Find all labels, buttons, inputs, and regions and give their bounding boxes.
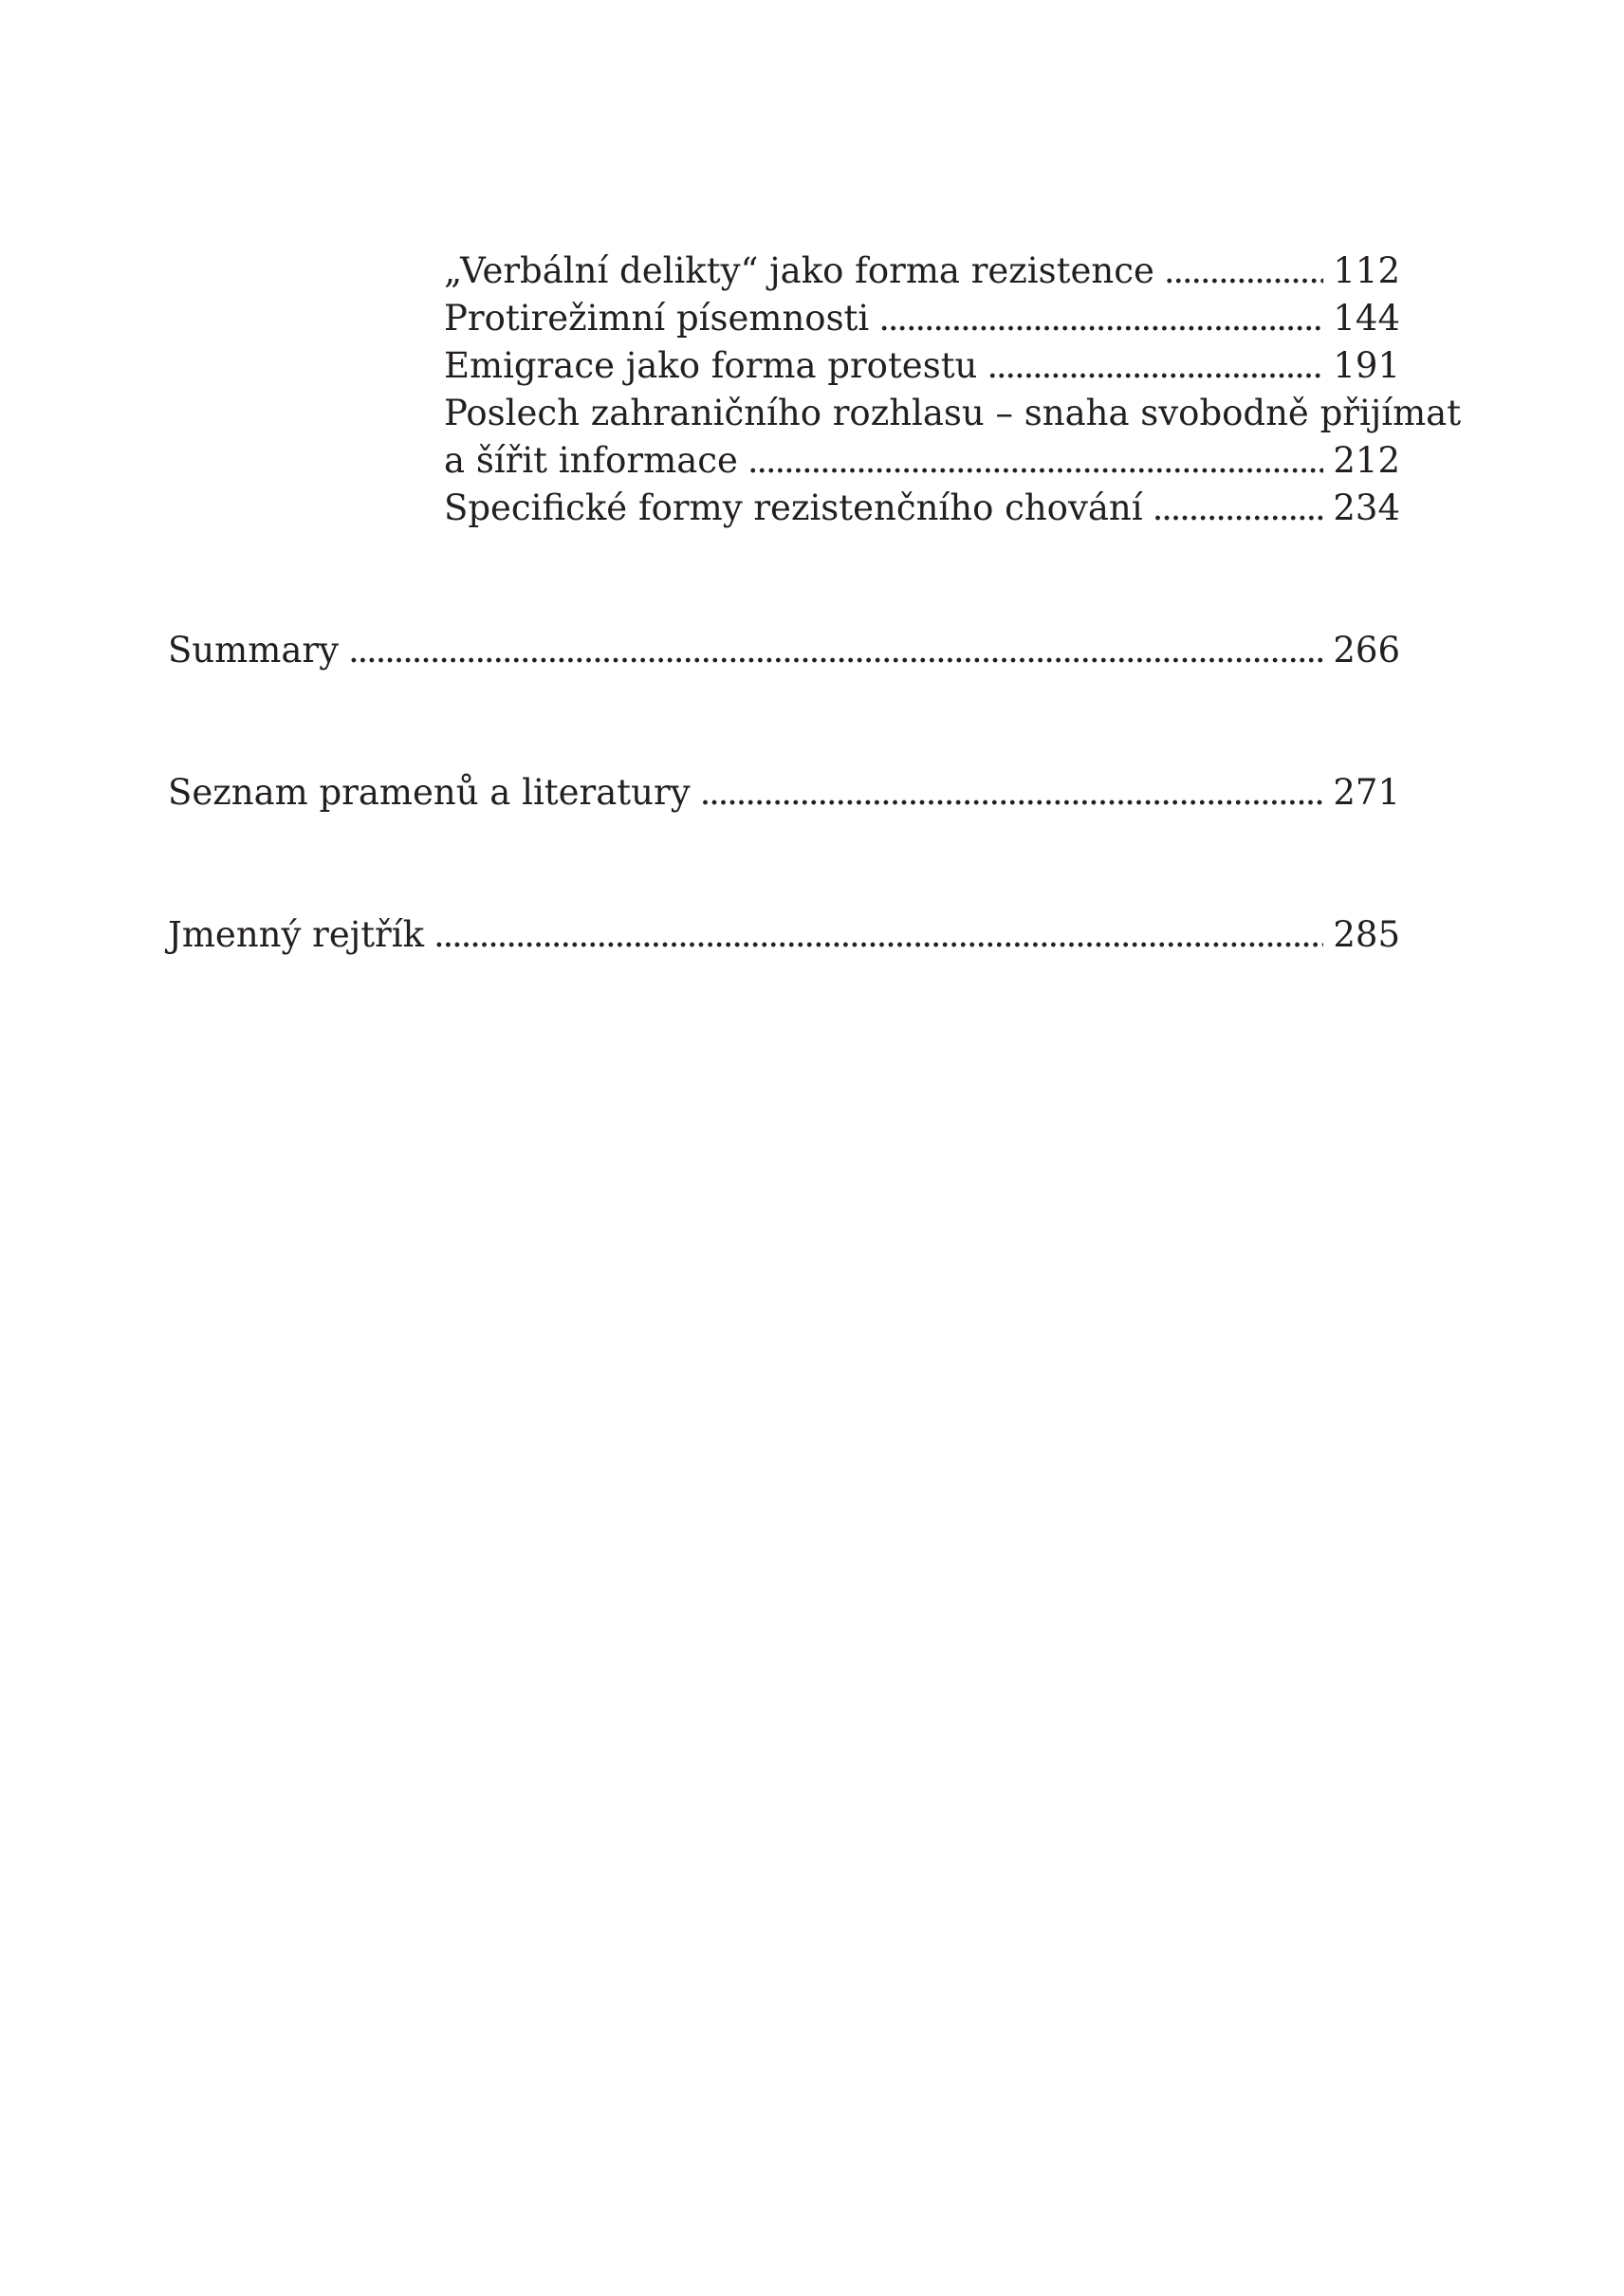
toc-entry-name-index: [168, 911, 1400, 959]
toc-entry-summary: [168, 627, 1400, 674]
dot-leader: [747, 437, 1324, 485]
toc-entry-emigration: [444, 342, 1400, 390]
toc-entry-foreign-radio: [444, 437, 1400, 485]
toc-entry-anti-regime-writings: [444, 295, 1400, 342]
toc-entry-title: Jmenný rejtřík: [168, 914, 425, 955]
dot-leader: [1164, 248, 1324, 295]
dot-leader: [348, 627, 1323, 674]
toc-entry-sources-literature: [168, 769, 1400, 817]
dot-leader: [878, 295, 1323, 342]
toc-entry-page: 212: [1333, 440, 1400, 481]
toc-entry-page: 144: [1333, 298, 1400, 339]
toc-entry-page: 285: [1333, 914, 1400, 955]
toc-entry-page: 266: [1333, 630, 1400, 670]
toc-entry-page: 191: [1333, 345, 1400, 386]
toc-entry-title: Seznam pramenů a literatury: [168, 772, 691, 813]
toc-entry-page: 234: [1333, 487, 1400, 528]
toc-entry-foreign-radio-line1: Poslech zahraničního rozhlasu – snaha svobodně přijímat: [444, 393, 1462, 433]
dot-leader: [434, 911, 1323, 959]
toc-entry-title: Summary: [168, 630, 339, 670]
toc-entry-title: „Verbální delikty“ jako forma rezistence: [444, 250, 1154, 291]
dot-leader: [1153, 485, 1324, 532]
toc-entry-title: Specifické formy rezistenčního chování: [444, 487, 1143, 528]
dot-leader: [987, 342, 1323, 390]
toc-entry-page: 271: [1333, 772, 1400, 813]
toc-entry-title: Emigrace jako forma protestu: [444, 345, 978, 386]
dot-leader: [700, 769, 1324, 817]
toc-entry-verbal-delicts: [444, 248, 1400, 295]
toc-entry-title: a šířit informace: [444, 440, 738, 481]
toc-entry-specific-forms: [444, 485, 1400, 532]
toc-entry-page: 112: [1333, 250, 1400, 291]
toc-entry-title: Protirežimní písemnosti: [444, 298, 870, 339]
